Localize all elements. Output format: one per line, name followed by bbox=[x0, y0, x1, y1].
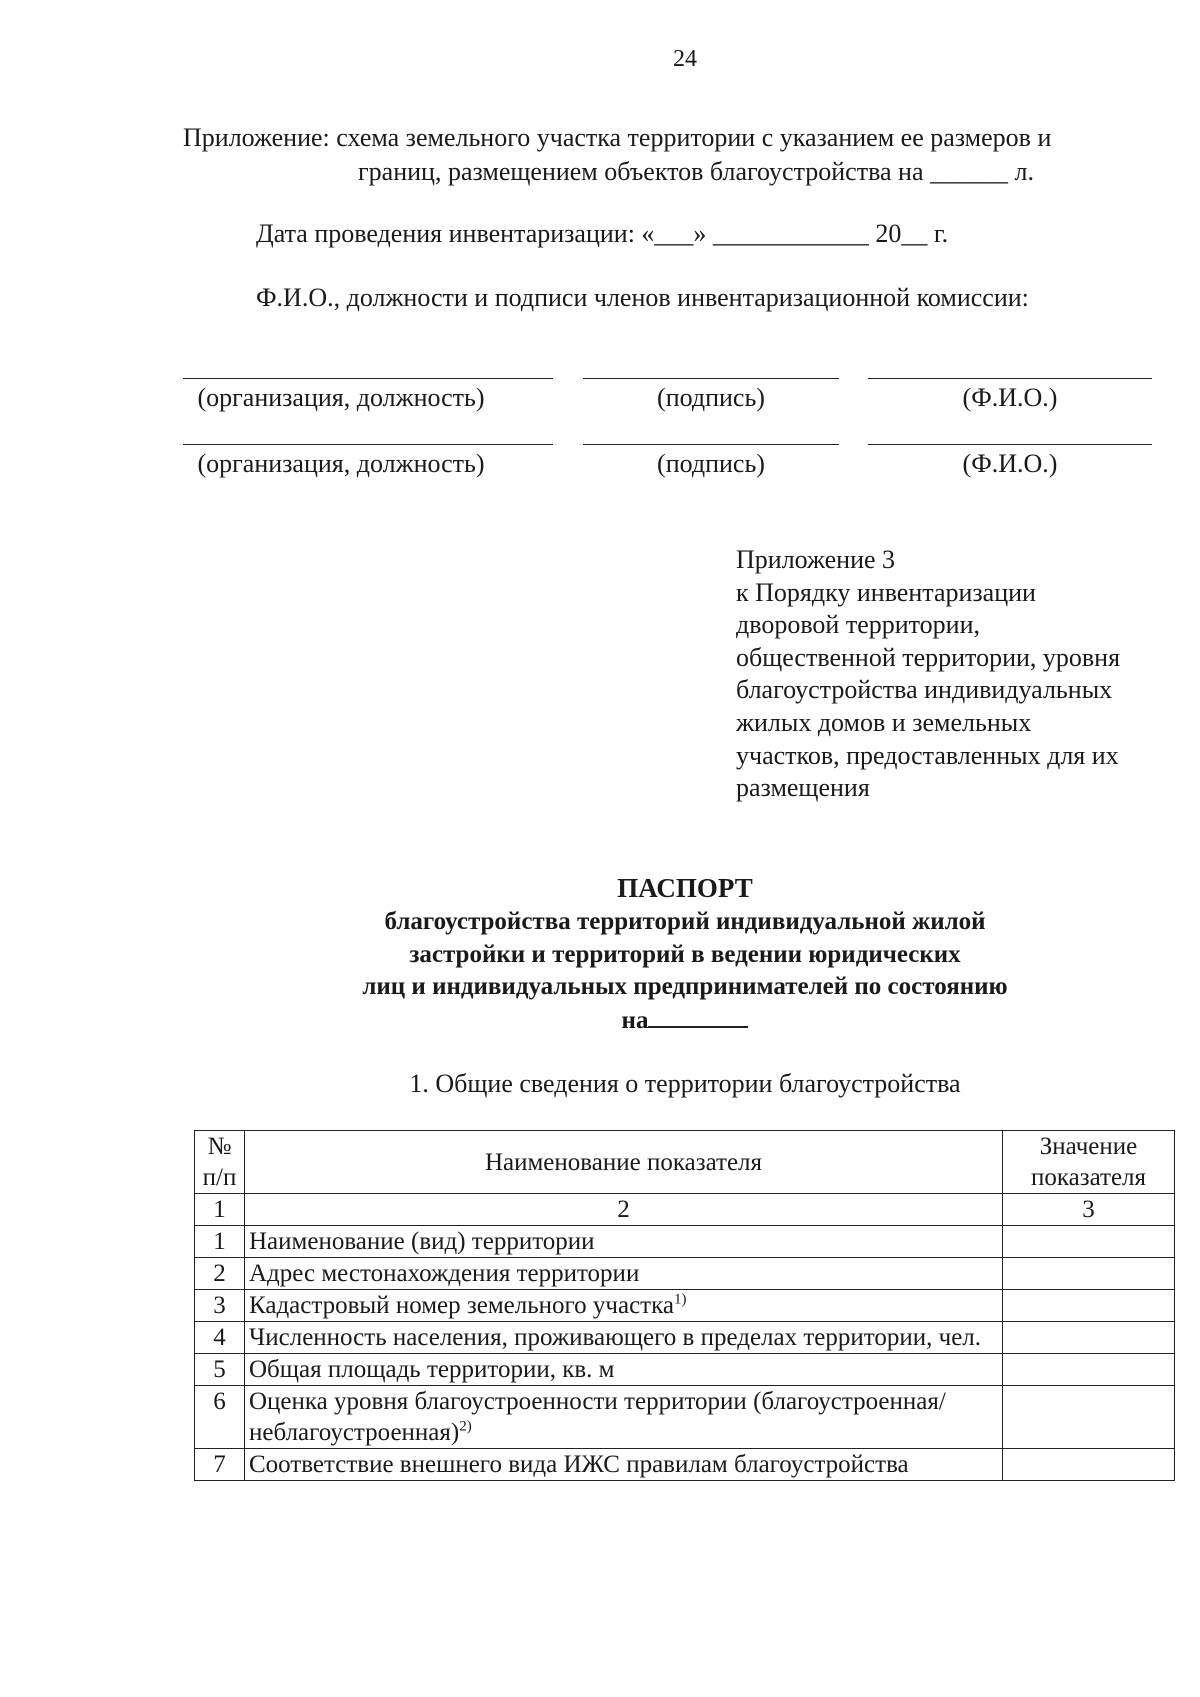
row-name bbox=[245, 1449, 1003, 1481]
page-number: 24 bbox=[673, 46, 697, 72]
row-value bbox=[1003, 1449, 1175, 1481]
row-name-text: Наименование (вид) территории bbox=[249, 1228, 595, 1255]
signature-label-sign-2: (подпись) bbox=[657, 449, 765, 478]
appendix-line: размещения bbox=[736, 773, 870, 803]
passport-subtitle-line: лиц и индивидуальных предпринимателей по состоянию bbox=[362, 973, 1008, 1000]
passport-title: ПАСПОРТ bbox=[617, 873, 753, 903]
row-value bbox=[1003, 1258, 1175, 1290]
row-name-text: Кадастровый номер земельного участка bbox=[249, 1292, 674, 1319]
table-header-row bbox=[195, 1131, 1175, 1194]
commission-heading: Ф.И.О., должности и подписи членов инвентаризационной комиссии: bbox=[256, 283, 1029, 312]
row-number: 5 bbox=[195, 1354, 245, 1386]
appendix-line: Приложение 3 bbox=[736, 545, 896, 574]
signature-line-fio-1 bbox=[868, 378, 1152, 379]
row-number: 4 bbox=[195, 1322, 245, 1354]
signature-label-org-2: (организация, должность) bbox=[197, 449, 485, 478]
appendix-line: общественной территории, уровня bbox=[736, 642, 1121, 672]
index-cell: 1 bbox=[195, 1194, 245, 1226]
table-row bbox=[195, 1290, 1175, 1322]
passport-subtitle-last-word: на bbox=[621, 1006, 649, 1034]
row-value bbox=[1003, 1386, 1175, 1449]
passport-subtitle-line: застройки и территорий в ведении юридических bbox=[409, 940, 961, 968]
header-indicator-name: Наименование показателя bbox=[245, 1131, 1003, 1194]
footnote-mark: 1) bbox=[673, 1291, 687, 1308]
signature-line-fio-2 bbox=[868, 444, 1152, 445]
signature-line-sign-2 bbox=[583, 444, 839, 445]
row-name bbox=[245, 1258, 1003, 1290]
signature-line-org-1 bbox=[183, 378, 553, 379]
row-name bbox=[245, 1290, 1003, 1322]
appendix-reference bbox=[736, 544, 1120, 805]
row-name bbox=[245, 1226, 1003, 1258]
row-value bbox=[1003, 1354, 1175, 1386]
footnote-mark: 2) bbox=[459, 1418, 472, 1435]
row-name bbox=[245, 1354, 1003, 1386]
table-row bbox=[195, 1258, 1175, 1290]
appendix-line: участков, предоставленных для их bbox=[736, 740, 1119, 770]
header-indicator-value: Значение показателя bbox=[1003, 1131, 1175, 1194]
row-name bbox=[245, 1322, 1003, 1354]
row-name-text: Оценка уровня благоустроенности территории (благоустроенная/неблагоустроенная) bbox=[249, 1388, 946, 1446]
passport-subtitle-line: благоустройства территорий индивидуальной жилой bbox=[384, 908, 986, 935]
table-index-row bbox=[195, 1194, 1175, 1226]
row-number: 3 bbox=[195, 1290, 245, 1322]
section-heading: 1. Общие сведения о территории благоустройства bbox=[409, 1069, 961, 1098]
signature-label-sign-1: (подпись) bbox=[657, 383, 765, 412]
row-name bbox=[245, 1386, 1003, 1449]
appendix-line: благоустройства индивидуальных bbox=[736, 675, 1113, 705]
row-number: 7 bbox=[195, 1449, 245, 1481]
signature-label-org-1: (организация, должность) bbox=[197, 383, 485, 412]
appendix-line: жилых домов и земельных bbox=[736, 707, 1032, 737]
passport-subtitle bbox=[250, 906, 1120, 1037]
row-number: 1 bbox=[195, 1226, 245, 1258]
signature-label-fio-1: (Ф.И.О.) bbox=[962, 383, 1058, 412]
attachment-note-line2: границ, размещением объектов благоустройства на ______ л. bbox=[358, 157, 1034, 186]
table-row bbox=[195, 1322, 1175, 1354]
appendix-line: к Порядку инвентаризации bbox=[736, 577, 1036, 607]
passport-subtitle-last-line bbox=[250, 1004, 1120, 1038]
signature-line-sign-1 bbox=[583, 378, 839, 379]
signature-line-org-2 bbox=[183, 444, 553, 445]
row-name-text: Адрес местонахождения территории bbox=[249, 1260, 640, 1287]
header-number: № п/п bbox=[195, 1131, 245, 1194]
row-value bbox=[1003, 1322, 1175, 1354]
inventory-date: Дата проведения инвентаризации: «___» ____________ 20__ г. bbox=[256, 219, 949, 248]
table-row bbox=[195, 1354, 1175, 1386]
table-row bbox=[195, 1226, 1175, 1258]
row-value bbox=[1003, 1226, 1175, 1258]
index-cell: 2 bbox=[245, 1194, 1003, 1226]
row-value bbox=[1003, 1290, 1175, 1322]
index-cell: 3 bbox=[1003, 1194, 1175, 1226]
territory-info-table bbox=[194, 1130, 1175, 1481]
table-row bbox=[195, 1449, 1175, 1481]
row-name-text: Общая площадь территории, кв. м bbox=[249, 1356, 615, 1383]
row-number: 2 bbox=[195, 1258, 245, 1290]
date-blank-line bbox=[648, 1004, 748, 1028]
table-row bbox=[195, 1386, 1175, 1449]
row-number: 6 bbox=[195, 1386, 245, 1449]
appendix-line: дворовой территории, bbox=[736, 610, 981, 640]
signature-label-fio-2: (Ф.И.О.) bbox=[962, 449, 1058, 478]
row-name-text: Соответствие внешнего вида ИЖС правилам благоустройства bbox=[249, 1451, 909, 1478]
row-name-text: Численность населения, проживающего в пределах территории, чел. bbox=[249, 1324, 982, 1351]
attachment-note-line1: Приложение: схема земельного участка территории с указанием ее размеров и bbox=[183, 123, 1052, 152]
